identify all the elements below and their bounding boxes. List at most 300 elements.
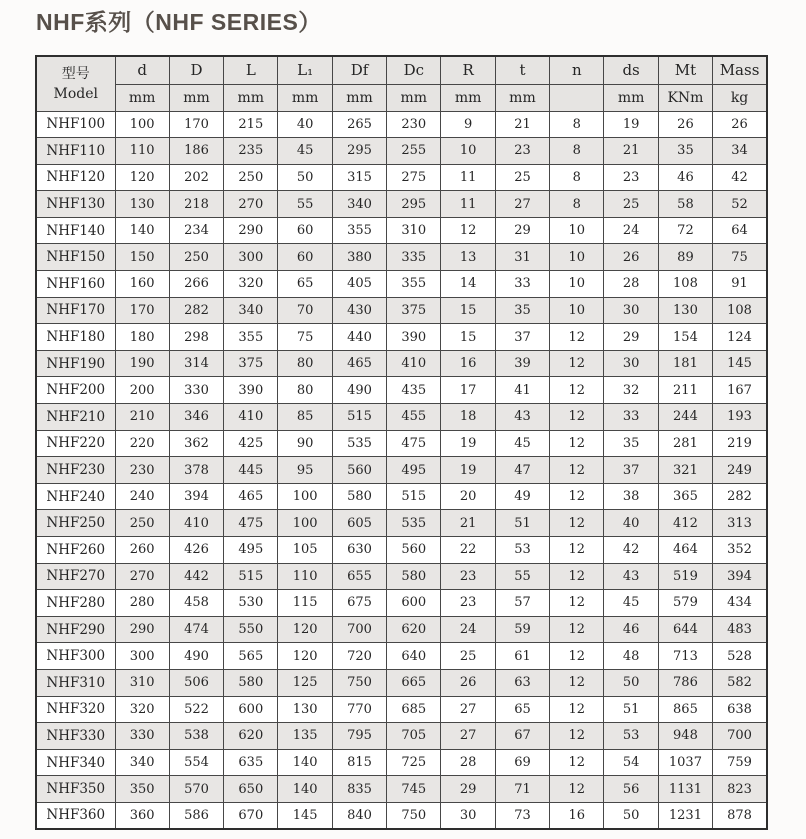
value-cell: 405 xyxy=(332,271,386,298)
value-cell: 170 xyxy=(115,297,169,324)
value-cell: 59 xyxy=(495,616,549,643)
value-cell: 181 xyxy=(658,350,712,377)
value-cell: 270 xyxy=(115,563,169,590)
value-cell: 15 xyxy=(441,324,495,351)
value-cell: 23 xyxy=(441,590,495,617)
column-unit-11: kg xyxy=(713,84,767,111)
value-cell: 120 xyxy=(278,643,332,670)
value-cell: 46 xyxy=(604,616,658,643)
value-cell: 13 xyxy=(441,244,495,271)
value-cell: 37 xyxy=(495,324,549,351)
value-cell: 313 xyxy=(713,510,767,537)
value-cell: 167 xyxy=(713,377,767,404)
table-row xyxy=(36,271,767,298)
value-cell: 11 xyxy=(441,164,495,191)
value-cell: 700 xyxy=(332,616,386,643)
value-cell: 58 xyxy=(658,191,712,218)
value-cell: 25 xyxy=(604,191,658,218)
value-cell: 115 xyxy=(278,590,332,617)
value-cell: 362 xyxy=(169,430,223,457)
value-cell: 219 xyxy=(713,430,767,457)
value-cell: 8 xyxy=(550,191,604,218)
model-cell: NHF320 xyxy=(36,696,115,723)
model-cell: NHF170 xyxy=(36,297,115,324)
value-cell: 835 xyxy=(332,776,386,803)
value-cell: 394 xyxy=(169,483,223,510)
value-cell: 200 xyxy=(115,377,169,404)
value-cell: 340 xyxy=(224,297,278,324)
value-cell: 45 xyxy=(495,430,549,457)
value-cell: 33 xyxy=(495,271,549,298)
value-cell: 426 xyxy=(169,537,223,564)
value-cell: 80 xyxy=(278,350,332,377)
value-cell: 410 xyxy=(387,350,441,377)
value-cell: 440 xyxy=(332,324,386,351)
header-symbol-row xyxy=(36,56,767,84)
value-cell: 42 xyxy=(713,164,767,191)
value-cell: 34 xyxy=(713,138,767,165)
value-cell: 54 xyxy=(604,749,658,776)
value-cell: 12 xyxy=(550,643,604,670)
value-cell: 20 xyxy=(441,483,495,510)
value-cell: 280 xyxy=(115,590,169,617)
value-cell: 8 xyxy=(550,164,604,191)
value-cell: 26 xyxy=(658,111,712,138)
value-cell: 10 xyxy=(441,138,495,165)
value-cell: 130 xyxy=(115,191,169,218)
value-cell: 19 xyxy=(604,111,658,138)
value-cell: 750 xyxy=(332,669,386,696)
value-cell: 75 xyxy=(713,244,767,271)
value-cell: 25 xyxy=(441,643,495,670)
value-cell: 265 xyxy=(332,111,386,138)
table-row xyxy=(36,111,767,138)
value-cell: 130 xyxy=(278,696,332,723)
model-cell: NHF200 xyxy=(36,377,115,404)
value-cell: 43 xyxy=(604,563,658,590)
value-cell: 1037 xyxy=(658,749,712,776)
value-cell: 40 xyxy=(604,510,658,537)
column-symbol-6: R xyxy=(441,56,495,84)
value-cell: 355 xyxy=(387,271,441,298)
value-cell: 108 xyxy=(658,271,712,298)
table-row xyxy=(36,537,767,564)
value-cell: 340 xyxy=(115,749,169,776)
value-cell: 685 xyxy=(387,696,441,723)
value-cell: 815 xyxy=(332,749,386,776)
value-cell: 640 xyxy=(387,643,441,670)
value-cell: 434 xyxy=(713,590,767,617)
value-cell: 249 xyxy=(713,457,767,484)
table-row xyxy=(36,457,767,484)
value-cell: 55 xyxy=(278,191,332,218)
value-cell: 270 xyxy=(224,191,278,218)
column-unit-9: mm xyxy=(604,84,658,111)
value-cell: 650 xyxy=(224,776,278,803)
table-row xyxy=(36,563,767,590)
value-cell: 108 xyxy=(713,297,767,324)
value-cell: 64 xyxy=(713,217,767,244)
value-cell: 314 xyxy=(169,350,223,377)
table-row xyxy=(36,324,767,351)
column-unit-1: mm xyxy=(169,84,223,111)
model-cell: NHF280 xyxy=(36,590,115,617)
value-cell: 330 xyxy=(115,723,169,750)
value-cell: 12 xyxy=(441,217,495,244)
value-cell: 638 xyxy=(713,696,767,723)
value-cell: 535 xyxy=(387,510,441,537)
value-cell: 12 xyxy=(550,723,604,750)
value-cell: 51 xyxy=(495,510,549,537)
value-cell: 16 xyxy=(441,350,495,377)
model-header-en: Model xyxy=(53,85,98,102)
value-cell: 32 xyxy=(604,377,658,404)
value-cell: 10 xyxy=(550,244,604,271)
model-cell: NHF180 xyxy=(36,324,115,351)
value-cell: 506 xyxy=(169,669,223,696)
value-cell: 375 xyxy=(387,297,441,324)
value-cell: 52 xyxy=(713,191,767,218)
value-cell: 100 xyxy=(115,111,169,138)
value-cell: 17 xyxy=(441,377,495,404)
column-symbol-7: t xyxy=(495,56,549,84)
value-cell: 10 xyxy=(550,217,604,244)
value-cell: 23 xyxy=(441,563,495,590)
value-cell: 33 xyxy=(604,404,658,431)
value-cell: 71 xyxy=(495,776,549,803)
value-cell: 560 xyxy=(387,537,441,564)
value-cell: 346 xyxy=(169,404,223,431)
value-cell: 948 xyxy=(658,723,712,750)
value-cell: 475 xyxy=(387,430,441,457)
column-symbol-11: Mass xyxy=(713,56,767,84)
value-cell: 705 xyxy=(387,723,441,750)
value-cell: 180 xyxy=(115,324,169,351)
value-cell: 10 xyxy=(550,297,604,324)
value-cell: 12 xyxy=(550,776,604,803)
value-cell: 445 xyxy=(224,457,278,484)
value-cell: 124 xyxy=(713,324,767,351)
value-cell: 12 xyxy=(550,590,604,617)
value-cell: 41 xyxy=(495,377,549,404)
value-cell: 620 xyxy=(387,616,441,643)
value-cell: 39 xyxy=(495,350,549,377)
model-cell: NHF140 xyxy=(36,217,115,244)
value-cell: 15 xyxy=(441,297,495,324)
value-cell: 580 xyxy=(224,669,278,696)
value-cell: 16 xyxy=(550,802,604,829)
value-cell: 580 xyxy=(332,483,386,510)
value-cell: 355 xyxy=(332,217,386,244)
value-cell: 250 xyxy=(115,510,169,537)
value-cell: 29 xyxy=(441,776,495,803)
value-cell: 110 xyxy=(278,563,332,590)
value-cell: 655 xyxy=(332,563,386,590)
value-cell: 50 xyxy=(604,802,658,829)
value-cell: 475 xyxy=(224,510,278,537)
value-cell: 37 xyxy=(604,457,658,484)
value-cell: 170 xyxy=(169,111,223,138)
model-cell: NHF330 xyxy=(36,723,115,750)
model-cell: NHF260 xyxy=(36,537,115,564)
value-cell: 28 xyxy=(604,271,658,298)
model-cell: NHF100 xyxy=(36,111,115,138)
table-row xyxy=(36,696,767,723)
value-cell: 365 xyxy=(658,483,712,510)
model-cell: NHF300 xyxy=(36,643,115,670)
value-cell: 35 xyxy=(604,430,658,457)
table-row xyxy=(36,483,767,510)
value-cell: 50 xyxy=(604,669,658,696)
value-cell: 390 xyxy=(224,377,278,404)
value-cell: 720 xyxy=(332,643,386,670)
value-cell: 215 xyxy=(224,111,278,138)
value-cell: 483 xyxy=(713,616,767,643)
page-title: NHF系列（NHF SERIES） xyxy=(36,9,322,35)
value-cell: 46 xyxy=(658,164,712,191)
value-cell: 70 xyxy=(278,297,332,324)
value-cell: 190 xyxy=(115,350,169,377)
model-cell: NHF120 xyxy=(36,164,115,191)
value-cell: 515 xyxy=(332,404,386,431)
value-cell: 12 xyxy=(550,377,604,404)
value-cell: 298 xyxy=(169,324,223,351)
value-cell: 73 xyxy=(495,802,549,829)
value-cell: 295 xyxy=(332,138,386,165)
value-cell: 12 xyxy=(550,483,604,510)
value-cell: 27 xyxy=(441,723,495,750)
value-cell: 300 xyxy=(224,244,278,271)
value-cell: 495 xyxy=(224,537,278,564)
value-cell: 430 xyxy=(332,297,386,324)
value-cell: 290 xyxy=(115,616,169,643)
table-body xyxy=(36,111,767,829)
value-cell: 26 xyxy=(441,669,495,696)
value-cell: 495 xyxy=(387,457,441,484)
value-cell: 519 xyxy=(658,563,712,590)
value-cell: 528 xyxy=(713,643,767,670)
value-cell: 48 xyxy=(604,643,658,670)
value-cell: 315 xyxy=(332,164,386,191)
value-cell: 24 xyxy=(441,616,495,643)
value-cell: 22 xyxy=(441,537,495,564)
value-cell: 750 xyxy=(387,802,441,829)
column-symbol-5: Dc xyxy=(387,56,441,84)
value-cell: 350 xyxy=(115,776,169,803)
value-cell: 72 xyxy=(658,217,712,244)
value-cell: 65 xyxy=(278,271,332,298)
value-cell: 150 xyxy=(115,244,169,271)
value-cell: 700 xyxy=(713,723,767,750)
value-cell: 140 xyxy=(278,776,332,803)
value-cell: 410 xyxy=(169,510,223,537)
value-cell: 35 xyxy=(495,297,549,324)
value-cell: 53 xyxy=(495,537,549,564)
value-cell: 554 xyxy=(169,749,223,776)
value-cell: 135 xyxy=(278,723,332,750)
value-cell: 600 xyxy=(224,696,278,723)
value-cell: 50 xyxy=(278,164,332,191)
value-cell: 145 xyxy=(278,802,332,829)
value-cell: 530 xyxy=(224,590,278,617)
value-cell: 61 xyxy=(495,643,549,670)
table-row xyxy=(36,723,767,750)
value-cell: 60 xyxy=(278,217,332,244)
value-cell: 220 xyxy=(115,430,169,457)
value-cell: 458 xyxy=(169,590,223,617)
value-cell: 125 xyxy=(278,669,332,696)
value-cell: 713 xyxy=(658,643,712,670)
table-row xyxy=(36,164,767,191)
value-cell: 620 xyxy=(224,723,278,750)
value-cell: 25 xyxy=(495,164,549,191)
table-row xyxy=(36,643,767,670)
value-cell: 644 xyxy=(658,616,712,643)
column-unit-8 xyxy=(550,84,604,111)
value-cell: 49 xyxy=(495,483,549,510)
value-cell: 12 xyxy=(550,537,604,564)
value-cell: 47 xyxy=(495,457,549,484)
model-cell: NHF360 xyxy=(36,802,115,829)
value-cell: 335 xyxy=(387,244,441,271)
value-cell: 1231 xyxy=(658,802,712,829)
value-cell: 300 xyxy=(115,643,169,670)
value-cell: 12 xyxy=(550,457,604,484)
table-row xyxy=(36,749,767,776)
value-cell: 580 xyxy=(387,563,441,590)
model-cell: NHF210 xyxy=(36,404,115,431)
value-cell: 65 xyxy=(495,696,549,723)
value-cell: 266 xyxy=(169,271,223,298)
value-cell: 27 xyxy=(441,696,495,723)
value-cell: 759 xyxy=(713,749,767,776)
value-cell: 218 xyxy=(169,191,223,218)
value-cell: 23 xyxy=(495,138,549,165)
value-cell: 12 xyxy=(550,696,604,723)
model-cell: NHF220 xyxy=(36,430,115,457)
value-cell: 60 xyxy=(278,244,332,271)
value-cell: 27 xyxy=(495,191,549,218)
table-row xyxy=(36,350,767,377)
value-cell: 360 xyxy=(115,802,169,829)
model-cell: NHF350 xyxy=(36,776,115,803)
value-cell: 202 xyxy=(169,164,223,191)
column-unit-5: mm xyxy=(387,84,441,111)
column-unit-10: KNm xyxy=(658,84,712,111)
value-cell: 21 xyxy=(604,138,658,165)
value-cell: 24 xyxy=(604,217,658,244)
value-cell: 464 xyxy=(658,537,712,564)
value-cell: 160 xyxy=(115,271,169,298)
column-symbol-0: d xyxy=(115,56,169,84)
column-unit-7: mm xyxy=(495,84,549,111)
value-cell: 21 xyxy=(441,510,495,537)
value-cell: 282 xyxy=(169,297,223,324)
value-cell: 745 xyxy=(387,776,441,803)
value-cell: 11 xyxy=(441,191,495,218)
value-cell: 234 xyxy=(169,217,223,244)
value-cell: 490 xyxy=(169,643,223,670)
column-symbol-8: n xyxy=(550,56,604,84)
value-cell: 675 xyxy=(332,590,386,617)
value-cell: 455 xyxy=(387,404,441,431)
value-cell: 9 xyxy=(441,111,495,138)
value-cell: 235 xyxy=(224,138,278,165)
value-cell: 30 xyxy=(441,802,495,829)
value-cell: 45 xyxy=(604,590,658,617)
column-symbol-2: L xyxy=(224,56,278,84)
model-cell: NHF310 xyxy=(36,669,115,696)
value-cell: 57 xyxy=(495,590,549,617)
value-cell: 538 xyxy=(169,723,223,750)
table-row xyxy=(36,430,767,457)
value-cell: 38 xyxy=(604,483,658,510)
value-cell: 211 xyxy=(658,377,712,404)
value-cell: 230 xyxy=(387,111,441,138)
column-unit-6: mm xyxy=(441,84,495,111)
value-cell: 380 xyxy=(332,244,386,271)
value-cell: 100 xyxy=(278,483,332,510)
value-cell: 140 xyxy=(115,217,169,244)
value-cell: 91 xyxy=(713,271,767,298)
model-cell: NHF190 xyxy=(36,350,115,377)
value-cell: 515 xyxy=(387,483,441,510)
value-cell: 120 xyxy=(115,164,169,191)
value-cell: 550 xyxy=(224,616,278,643)
value-cell: 522 xyxy=(169,696,223,723)
value-cell: 435 xyxy=(387,377,441,404)
value-cell: 95 xyxy=(278,457,332,484)
value-cell: 30 xyxy=(604,297,658,324)
value-cell: 100 xyxy=(278,510,332,537)
value-cell: 244 xyxy=(658,404,712,431)
value-cell: 375 xyxy=(224,350,278,377)
value-cell: 35 xyxy=(658,138,712,165)
value-cell: 85 xyxy=(278,404,332,431)
value-cell: 865 xyxy=(658,696,712,723)
value-cell: 120 xyxy=(278,616,332,643)
value-cell: 250 xyxy=(169,244,223,271)
value-cell: 40 xyxy=(278,111,332,138)
table-row xyxy=(36,669,767,696)
value-cell: 43 xyxy=(495,404,549,431)
value-cell: 56 xyxy=(604,776,658,803)
value-cell: 560 xyxy=(332,457,386,484)
value-cell: 240 xyxy=(115,483,169,510)
model-header-zh: 型号 xyxy=(61,65,90,82)
value-cell: 75 xyxy=(278,324,332,351)
model-cell: NHF160 xyxy=(36,271,115,298)
value-cell: 355 xyxy=(224,324,278,351)
value-cell: 320 xyxy=(115,696,169,723)
value-cell: 90 xyxy=(278,430,332,457)
value-cell: 390 xyxy=(387,324,441,351)
value-cell: 230 xyxy=(115,457,169,484)
value-cell: 565 xyxy=(224,643,278,670)
value-cell: 19 xyxy=(441,457,495,484)
value-cell: 12 xyxy=(550,350,604,377)
column-unit-0: mm xyxy=(115,84,169,111)
value-cell: 295 xyxy=(387,191,441,218)
value-cell: 30 xyxy=(604,350,658,377)
value-cell: 412 xyxy=(658,510,712,537)
column-symbol-9: ds xyxy=(604,56,658,84)
value-cell: 26 xyxy=(604,244,658,271)
value-cell: 105 xyxy=(278,537,332,564)
value-cell: 330 xyxy=(169,377,223,404)
value-cell: 290 xyxy=(224,217,278,244)
value-cell: 352 xyxy=(713,537,767,564)
